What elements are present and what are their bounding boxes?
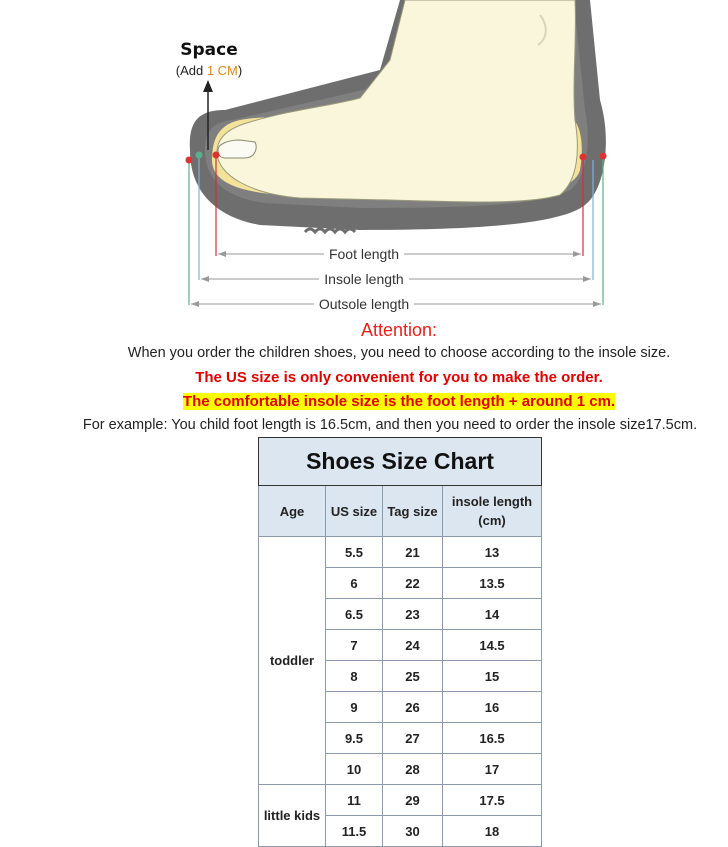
us-size-cell: 10	[326, 754, 383, 785]
shoes-size-chart	[258, 437, 542, 847]
us-size-cell: 9	[326, 692, 383, 723]
chart-title: Shoes Size Chart	[259, 438, 542, 486]
insole-length-cell: 16.5	[443, 723, 542, 754]
tag-size-cell: 25	[383, 661, 443, 692]
tag-size-cell: 28	[383, 754, 443, 785]
tread-bumps	[305, 229, 355, 232]
us-size-cell: 8	[326, 661, 383, 692]
us-size-cell: 11.5	[326, 816, 383, 847]
space-note: (Add 1 CM)	[175, 63, 243, 78]
tag-size-cell: 27	[383, 723, 443, 754]
header-us-size: US size	[326, 486, 383, 537]
us-size-cell: 6	[326, 568, 383, 599]
insole-length-cell: 17	[443, 754, 542, 785]
us-size-cell: 7	[326, 630, 383, 661]
age-group-cell: toddler	[259, 537, 326, 785]
age-group-cell: little kids	[259, 785, 326, 847]
tag-size-cell: 24	[383, 630, 443, 661]
order-instruction: When you order the children shoes, you need to choose according to the insole size.	[127, 345, 671, 361]
header-tag-size: Tag size	[383, 486, 443, 537]
insole-length-cell: 14.5	[443, 630, 542, 661]
space-arrow-head	[203, 80, 213, 92]
header-age: Age	[259, 486, 326, 537]
insole-length-cell: 16	[443, 692, 542, 723]
tag-size-cell: 26	[383, 692, 443, 723]
toe-shape	[218, 140, 256, 158]
outsole-length-label: Outsole length	[0, 295, 728, 313]
us-size-cell: 11	[326, 785, 383, 816]
tag-size-cell: 21	[383, 537, 443, 568]
table-row	[259, 785, 542, 816]
comfort-insole-note: The comfortable insole size is the foot length + around 1 cm.	[182, 393, 616, 410]
example-note: For example: You child foot length is 16.5cm, and then you need to order the insole size17.5cm.	[82, 417, 698, 433]
us-size-cell: 6.5	[326, 599, 383, 630]
us-size-note: The US size is only convenient for you to make the order.	[195, 369, 603, 386]
insole-length-cell: 17.5	[443, 785, 542, 816]
tag-size-cell: 22	[383, 568, 443, 599]
space-title: Space	[180, 40, 238, 60]
chart-body	[259, 537, 542, 847]
foot-length-label: Foot length	[0, 245, 728, 263]
insole-length-cell: 13	[443, 537, 542, 568]
header-insole-length: insole length (cm)	[443, 486, 542, 537]
us-size-cell: 5.5	[326, 537, 383, 568]
space-note-highlight: 1 CM	[206, 63, 238, 78]
insole-length-cell: 13.5	[443, 568, 542, 599]
tag-size-cell: 23	[383, 599, 443, 630]
table-row	[259, 537, 542, 568]
tag-size-cell: 30	[383, 816, 443, 847]
insole-length-cell: 15	[443, 661, 542, 692]
tag-size-cell: 29	[383, 785, 443, 816]
insole-length-label: Insole length	[0, 270, 728, 288]
us-size-cell: 9.5	[326, 723, 383, 754]
attention-heading: Attention:	[360, 320, 438, 340]
insole-length-cell: 18	[443, 816, 542, 847]
insole-length-cell: 14	[443, 599, 542, 630]
